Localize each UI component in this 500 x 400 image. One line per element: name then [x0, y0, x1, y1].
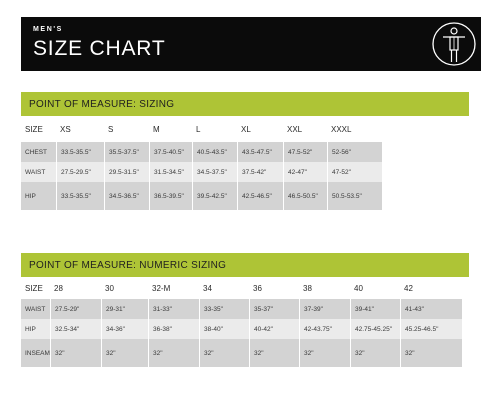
table-cell: 37.5-42": [237, 162, 283, 182]
table-cell: 47-52": [327, 162, 382, 182]
sizing-section-title: POINT OF MEASURE: SIZING: [21, 92, 469, 116]
table-cell: 27.5-29.5": [56, 162, 104, 182]
sizing-header-size: L: [196, 124, 201, 134]
numeric-header-size: 36: [253, 283, 262, 293]
table-cell: 34.5-36.5": [104, 182, 149, 210]
table-cell: 38-40": [199, 319, 249, 339]
table-cell: 31-33": [148, 299, 199, 319]
table-cell: 36.5-39.5": [149, 182, 192, 210]
numeric-header-size: 28: [54, 283, 63, 293]
header-title: SIZE CHART: [33, 37, 166, 60]
table-cell: 36-38": [148, 319, 199, 339]
table-cell: 52-56": [327, 142, 382, 162]
table-cell: 33.5-35.5": [56, 182, 104, 210]
table-cell: 29.5-31.5": [104, 162, 149, 182]
row-label: INSEAM: [21, 339, 50, 367]
table-cell: 31.5-34.5": [149, 162, 192, 182]
row-label: WAIST: [21, 299, 50, 319]
sizing-header-size: XS: [60, 124, 71, 134]
numeric-table: [21, 277, 469, 367]
numeric-header-size: 38: [303, 283, 312, 293]
table-cell: 27.5-29": [50, 299, 101, 319]
table-cell: 42-43.75": [299, 319, 350, 339]
numeric-header-size: 32-M: [152, 283, 171, 293]
table-cell: 50.5-53.5": [327, 182, 382, 210]
table-cell: 33-35": [199, 299, 249, 319]
header-subtitle: MEN'S: [33, 26, 63, 33]
row-label: WAIST: [21, 162, 56, 182]
sizing-header-size: XL: [241, 124, 251, 134]
sizing-header-size: M: [153, 124, 160, 134]
numeric-section-title: POINT OF MEASURE: NUMERIC SIZING: [21, 253, 469, 277]
table-cell: 32.5-34": [50, 319, 101, 339]
table-cell: 45.25-46.5": [400, 319, 462, 339]
table-cell: 33.5-35.5": [56, 142, 104, 162]
sizing-section: [21, 92, 469, 210]
table-cell: 32": [299, 339, 350, 367]
sizing-header-label: SIZE: [25, 124, 43, 134]
table-cell: 32": [249, 339, 299, 367]
table-cell: 39-41": [350, 299, 400, 319]
table-cell: 29-31": [101, 299, 148, 319]
table-cell: 32": [101, 339, 148, 367]
numeric-header-label: SIZE: [25, 283, 43, 293]
table-cell: 42-47": [283, 162, 327, 182]
numeric-header-size: 30: [105, 283, 114, 293]
sizing-header-size: XXXL: [331, 124, 352, 134]
table-cell: 32": [199, 339, 249, 367]
size-chart-header: [21, 17, 481, 71]
sizing-header-size: XXL: [287, 124, 303, 134]
sizing-table: [21, 116, 469, 210]
person-measure-icon: [430, 20, 478, 68]
row-label: HIP: [21, 319, 50, 339]
row-label: HIP: [21, 182, 56, 210]
numeric-sizing-section: [21, 253, 469, 367]
table-cell: 35.5-37.5": [104, 142, 149, 162]
numeric-header-size: 40: [354, 283, 363, 293]
table-cell: 43.5-47.5": [237, 142, 283, 162]
table-cell: 32": [400, 339, 462, 367]
numeric-header-size: 34: [203, 283, 212, 293]
table-cell: 34.5-37.5": [192, 162, 237, 182]
table-cell: 42.75-45.25": [350, 319, 400, 339]
numeric-header-size: 42: [404, 283, 413, 293]
table-cell: 34-36": [101, 319, 148, 339]
row-label: CHEST: [21, 142, 56, 162]
table-cell: 37.5-40.5": [149, 142, 192, 162]
table-cell: 47.5-52": [283, 142, 327, 162]
table-cell: 46.5-50.5": [283, 182, 327, 210]
table-cell: 39.5-42.5": [192, 182, 237, 210]
table-cell: 35-37": [249, 299, 299, 319]
table-cell: 40-42": [249, 319, 299, 339]
table-cell: 32": [50, 339, 101, 367]
table-cell: 32": [350, 339, 400, 367]
table-cell: 37-39": [299, 299, 350, 319]
table-cell: 41-43": [400, 299, 462, 319]
table-cell: 42.5-46.5": [237, 182, 283, 210]
table-cell: 40.5-43.5": [192, 142, 237, 162]
sizing-header-size: S: [108, 124, 114, 134]
table-cell: 32": [148, 339, 199, 367]
